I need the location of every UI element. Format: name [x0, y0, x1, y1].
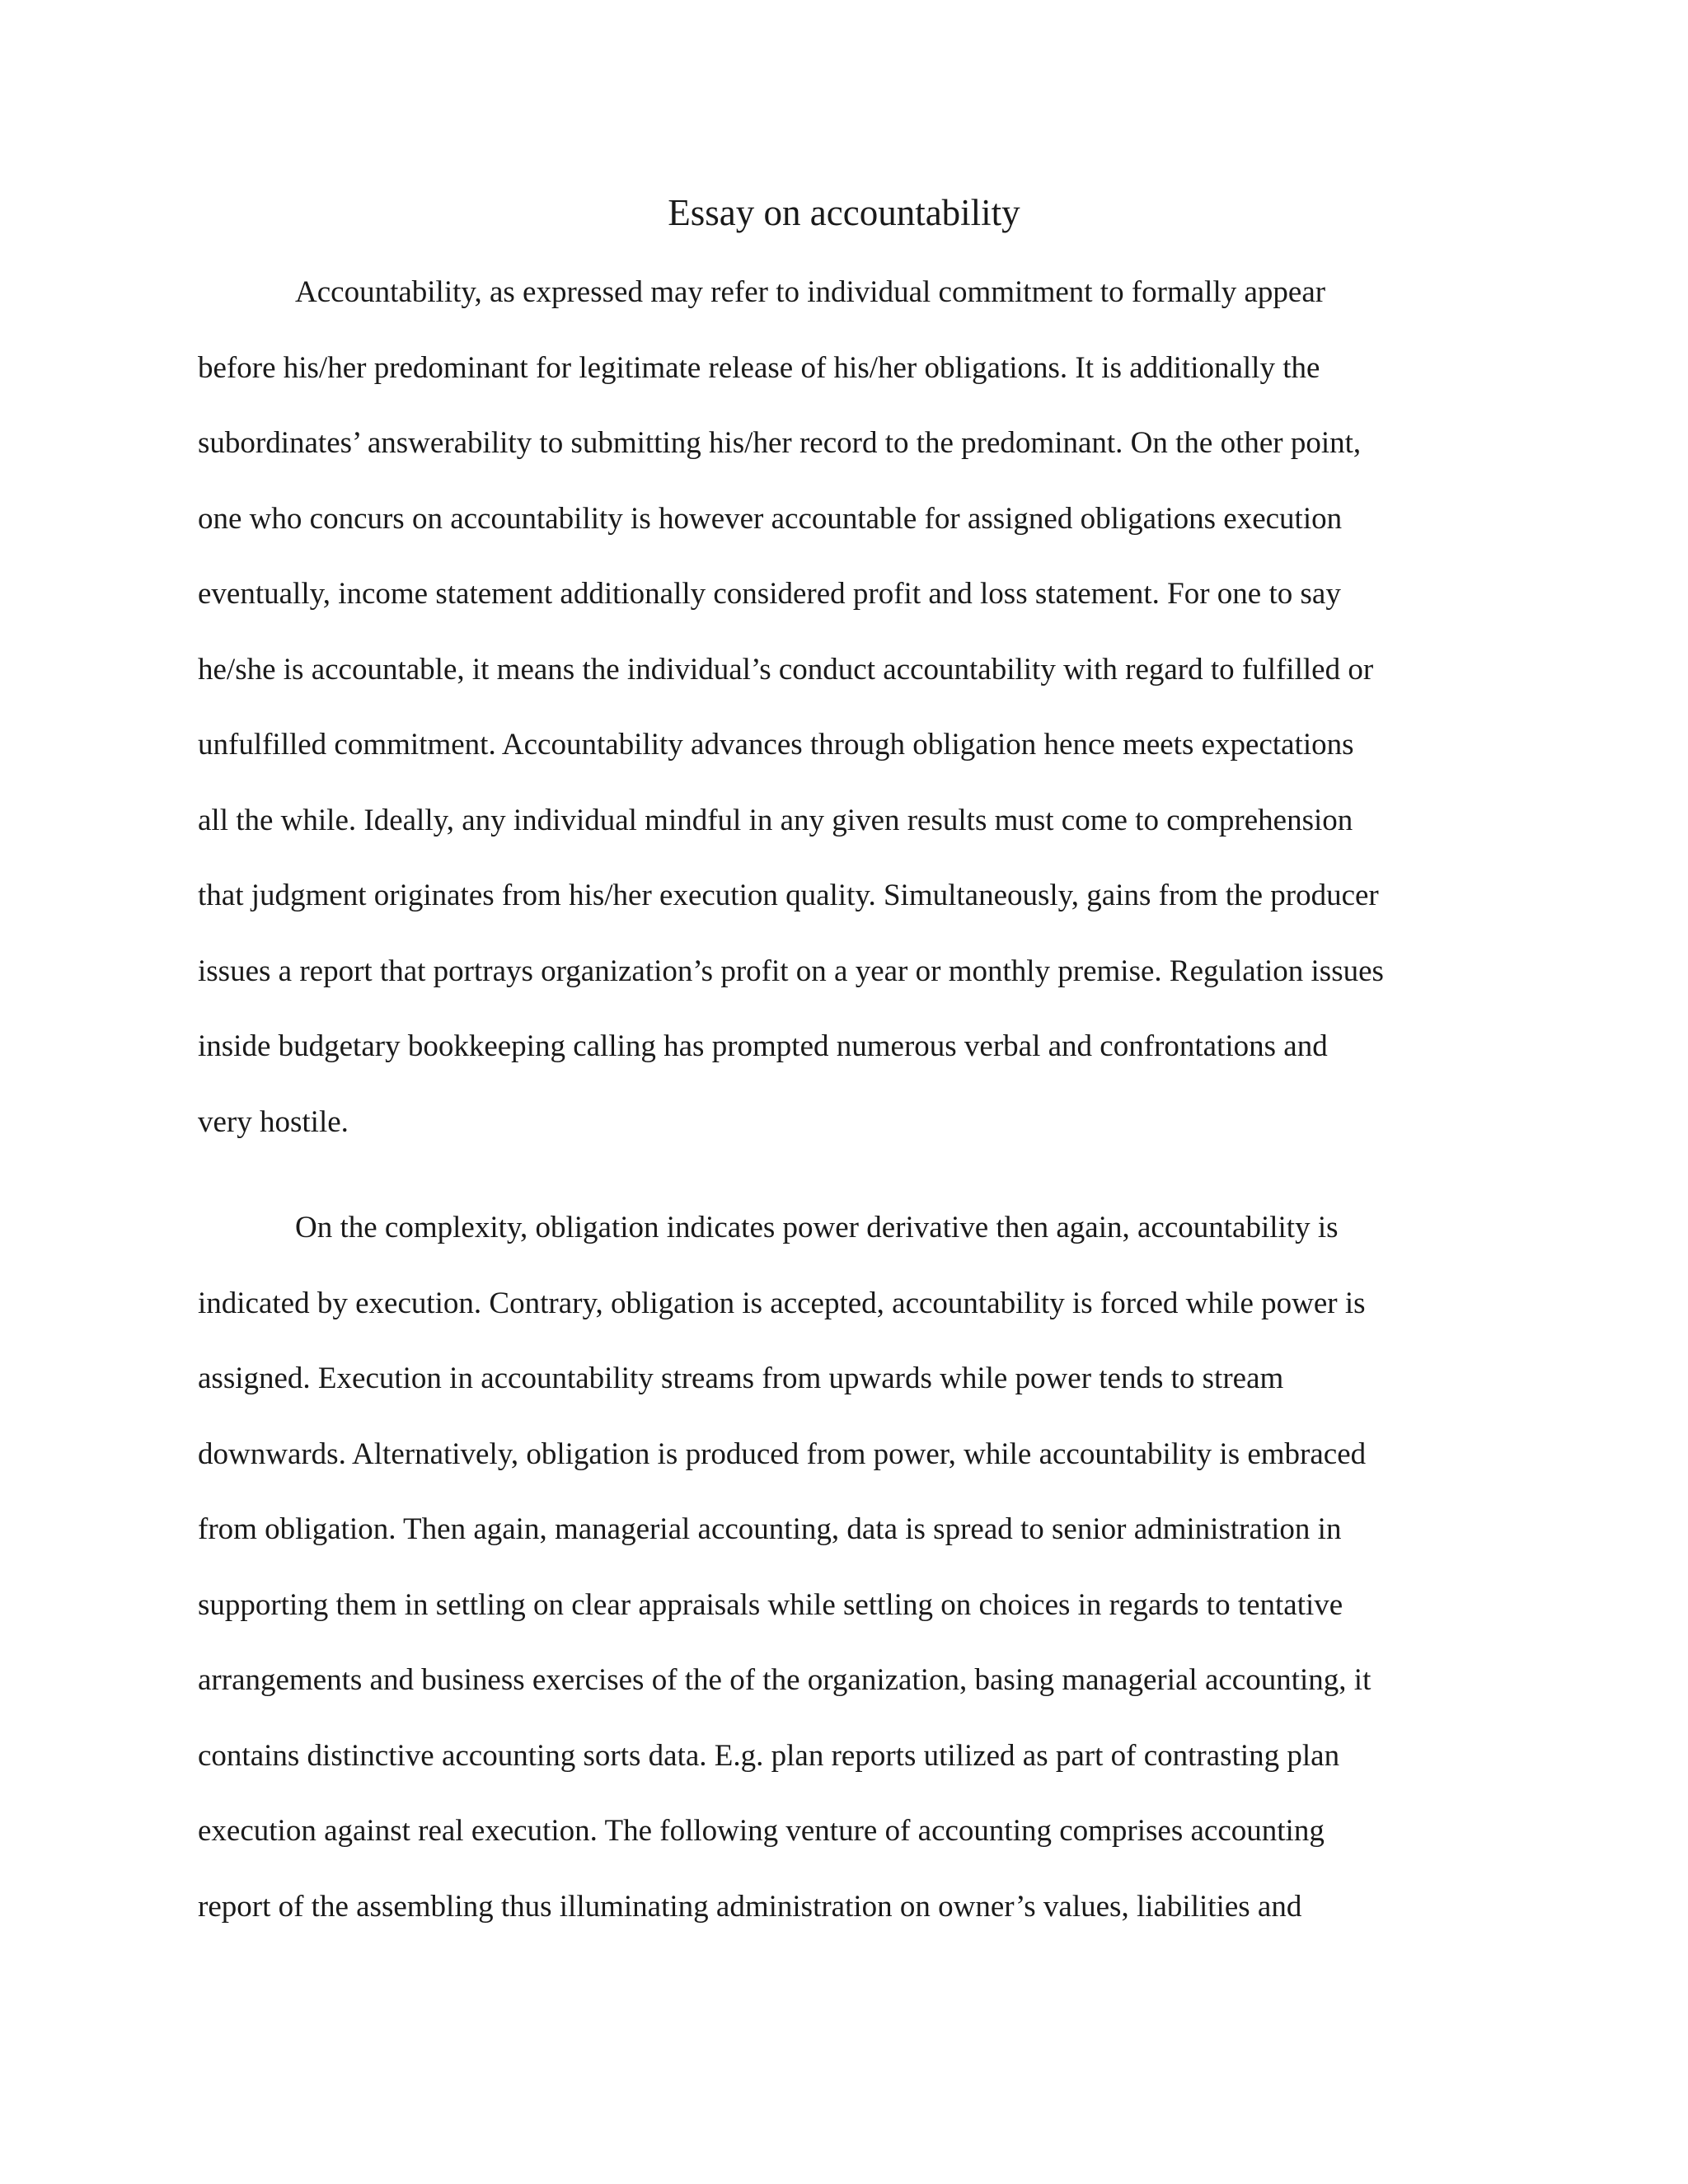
text-line: On the complexity, obligation indicates power derivative then again, accountability is [295, 1211, 1339, 1244]
text-line: very hostile. [198, 1104, 349, 1139]
paragraph-2 [198, 1203, 1500, 1957]
text-line: subordinates’ answerability to submitting his/her record to the predominant. On the other point, [198, 426, 1362, 460]
text-line: before his/her predominant for legitimate release of his/her obligations. It is additionally the [198, 350, 1320, 385]
text-line: inside budgetary bookkeeping calling has prompted numerous verbal and confrontations and [198, 1029, 1328, 1063]
paragraph-1 [198, 268, 1500, 1173]
text-line: indicated by execution. Contrary, obligation is accepted, accountability is forced while power is [198, 1286, 1366, 1320]
text-line: that judgment originates from his/her execution quality. Simultaneously, gains from the producer [198, 879, 1379, 912]
text-line: unfulfilled commitment. Accountability advances through obligation hence meets expectations [198, 728, 1354, 762]
text-line: report of the assembling thus illuminating administration on owner’s values, liabilities and [198, 1889, 1302, 1924]
text-line: contains distinctive accounting sorts data. E.g. plan reports utilized as part of contrasting plan [198, 1738, 1340, 1773]
text-line: execution against real execution. The following venture of accounting comprises accounting [198, 1814, 1325, 1848]
text-line: one who concurs on accountability is however accountable for assigned obligations execution [198, 501, 1343, 536]
text-line: downwards. Alternatively, obligation is produced from power, while accountability is embraced [198, 1436, 1367, 1471]
text-line: eventually, income statement additionally considered profit and loss statement. For one to say [198, 577, 1341, 611]
text-line: issues a report that portrays organization’s profit on a year or monthly premise. Regulation issues [198, 954, 1384, 988]
document-title: Essay on accountability [668, 192, 1020, 233]
text-line: arrangements and business exercises of the of the organization, basing managerial accounting, it [198, 1663, 1372, 1697]
text-line: from obligation. Then again, managerial accounting, data is spread to senior administration in [198, 1512, 1342, 1546]
text-line: he/she is accountable, it means the individual’s conduct accountability with regard to fulfilled or [198, 652, 1374, 687]
text-line: assigned. Execution in accountability streams from upwards while power tends to stream [198, 1361, 1284, 1395]
text-line: supporting them in settling on clear appraisals while settling on choices in regards to tentative [198, 1587, 1343, 1622]
text-line: Accountability, as expressed may refer to individual commitment to formally appear [295, 275, 1326, 309]
text-line: all the while. Ideally, any individual mindful in any given results must come to comprehension [198, 803, 1353, 837]
